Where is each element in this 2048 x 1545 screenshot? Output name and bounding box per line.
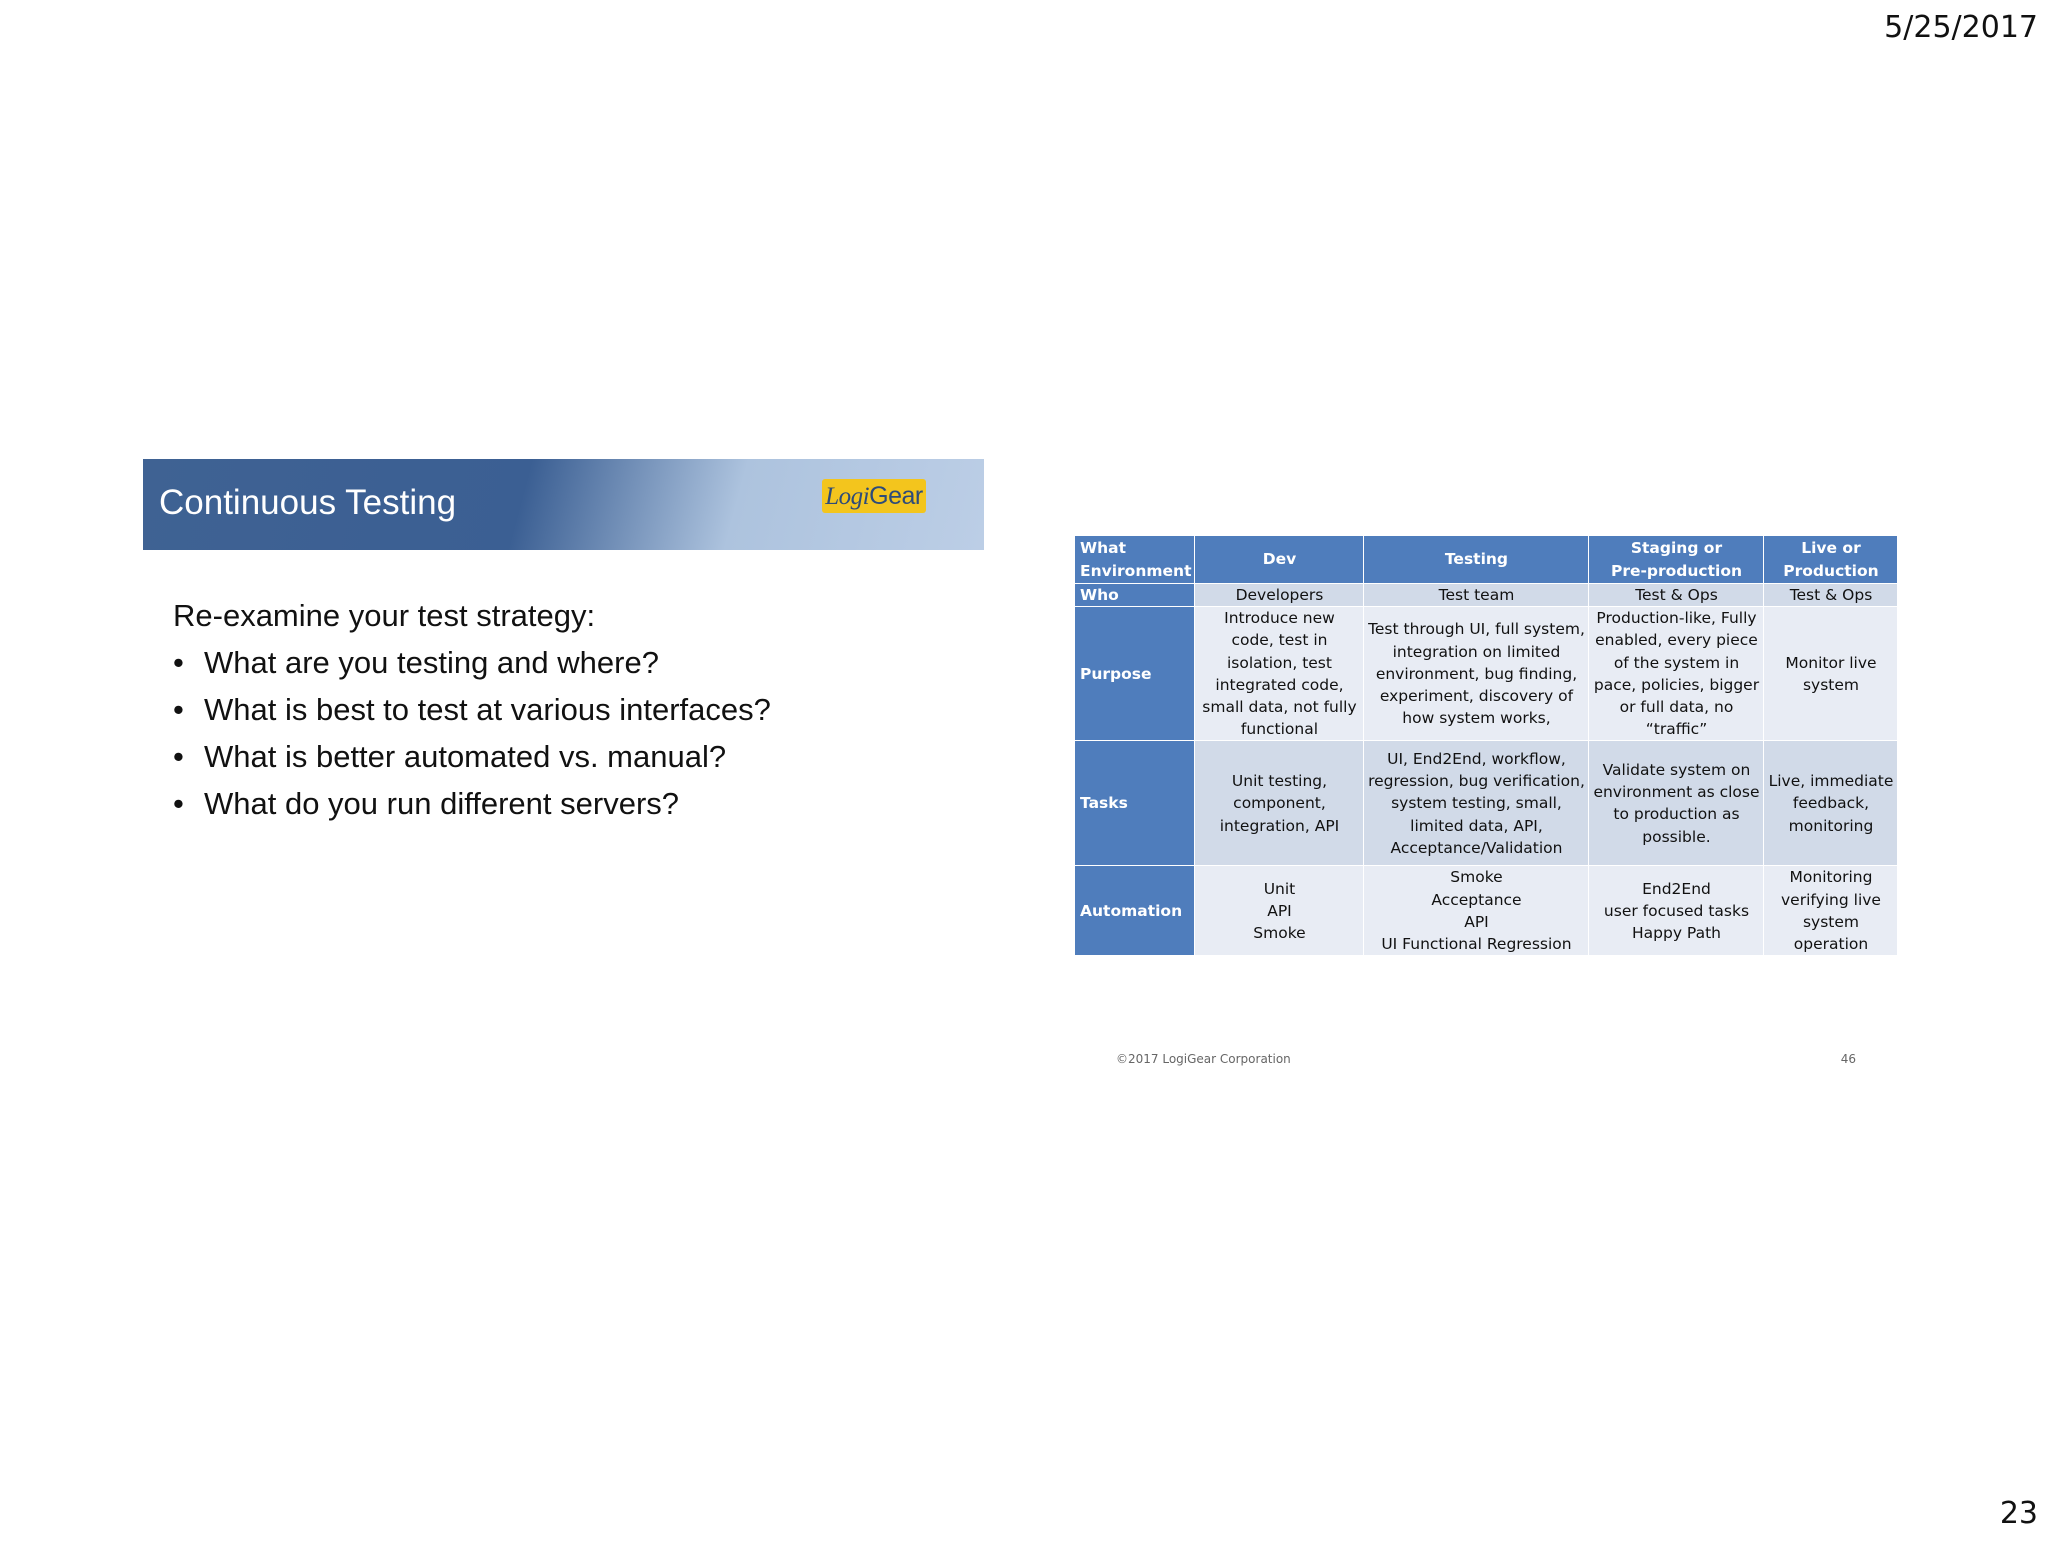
bullet-dot-icon: • [173, 645, 184, 680]
cell-tasks-dev: Unit testing, component, integration, API [1195, 741, 1364, 866]
bullet-item [173, 733, 973, 780]
row-header-tasks: Tasks [1075, 741, 1195, 866]
table-slide-footer [1116, 1052, 1856, 1066]
cell-automation-live: Monitoring verifying live system operation [1764, 866, 1898, 956]
slide-body [173, 592, 973, 827]
cell-purpose-live: Monitor live system [1764, 607, 1898, 741]
page-number: 23 [1999, 1496, 2038, 1531]
bullet-dot-icon: • [173, 786, 184, 821]
cell-automation-testing: Smoke Acceptance API UI Functional Regression [1364, 866, 1589, 956]
cell-who-testing: Test team [1364, 584, 1589, 607]
footer-copyright: ©2017 LogiGear Corporation [1116, 1052, 1291, 1066]
cell-tasks-live: Live, immediate feedback, monitoring [1764, 741, 1898, 866]
row-header-purpose: Purpose [1075, 607, 1195, 741]
slide-title-bar [143, 459, 984, 550]
column-header-live: Live or Production [1764, 536, 1898, 584]
cell-purpose-staging: Production-like, Fully enabled, every piece of the system in pace, policies, bigger or full data, no “traffic” [1589, 607, 1764, 741]
logo-text-logi: Logi [825, 483, 870, 510]
cell-tasks-testing: UI, End2End, workflow, regression, bug verification, system testing, small, limited data, API, Acceptance/Validation [1364, 741, 1589, 866]
logo-text-gear: Gear [869, 482, 923, 510]
cell-purpose-testing: Test through UI, full system, integration on limited environment, bug finding, experiment, discovery of how system works, [1364, 607, 1589, 741]
bullet-item [173, 780, 973, 827]
corner-header: What Environment [1075, 536, 1195, 584]
table-row-automation [1075, 866, 1898, 956]
intro-text: Re-examine your test strategy: [173, 598, 596, 633]
bullet-text: What are you testing and where? [204, 645, 659, 680]
bullet-dot-icon: • [173, 692, 184, 727]
column-header-staging: Staging or Pre-production [1589, 536, 1764, 584]
column-header-dev: Dev [1195, 536, 1364, 584]
bullet-text: What is better automated vs. manual? [204, 739, 727, 774]
bullet-item [173, 686, 973, 733]
table-row-who [1075, 584, 1898, 607]
page-date: 5/25/2017 [1884, 10, 2038, 45]
cell-who-live: Test & Ops [1764, 584, 1898, 607]
table-row-tasks [1075, 741, 1898, 866]
table-row-purpose [1075, 607, 1898, 741]
row-header-automation: Automation [1075, 866, 1195, 956]
cell-who-staging: Test & Ops [1589, 584, 1764, 607]
row-header-who: Who [1075, 584, 1195, 607]
bullet-text: What is best to test at various interfaces? [204, 692, 771, 727]
cell-automation-staging: End2End user focused tasks Happy Path [1589, 866, 1764, 956]
footer-page-number: 46 [1840, 1052, 1856, 1066]
cell-purpose-dev: Introduce new code, test in isolation, test integrated code, small data, not fully functional [1195, 607, 1364, 741]
cell-tasks-staging: Validate system on environment as close to production as possible. [1589, 741, 1764, 866]
cell-who-dev: Developers [1195, 584, 1364, 607]
column-header-testing: Testing [1364, 536, 1589, 584]
bullet-list [173, 639, 973, 827]
bullet-text: What do you run different servers? [204, 786, 680, 821]
logigear-logo [822, 479, 926, 513]
cell-automation-dev: Unit API Smoke [1195, 866, 1364, 956]
environment-table [1074, 535, 1898, 956]
table-header-row [1075, 536, 1898, 584]
bullet-dot-icon: • [173, 739, 184, 774]
bullet-item [173, 639, 973, 686]
slide-title: Continuous Testing [159, 483, 457, 522]
